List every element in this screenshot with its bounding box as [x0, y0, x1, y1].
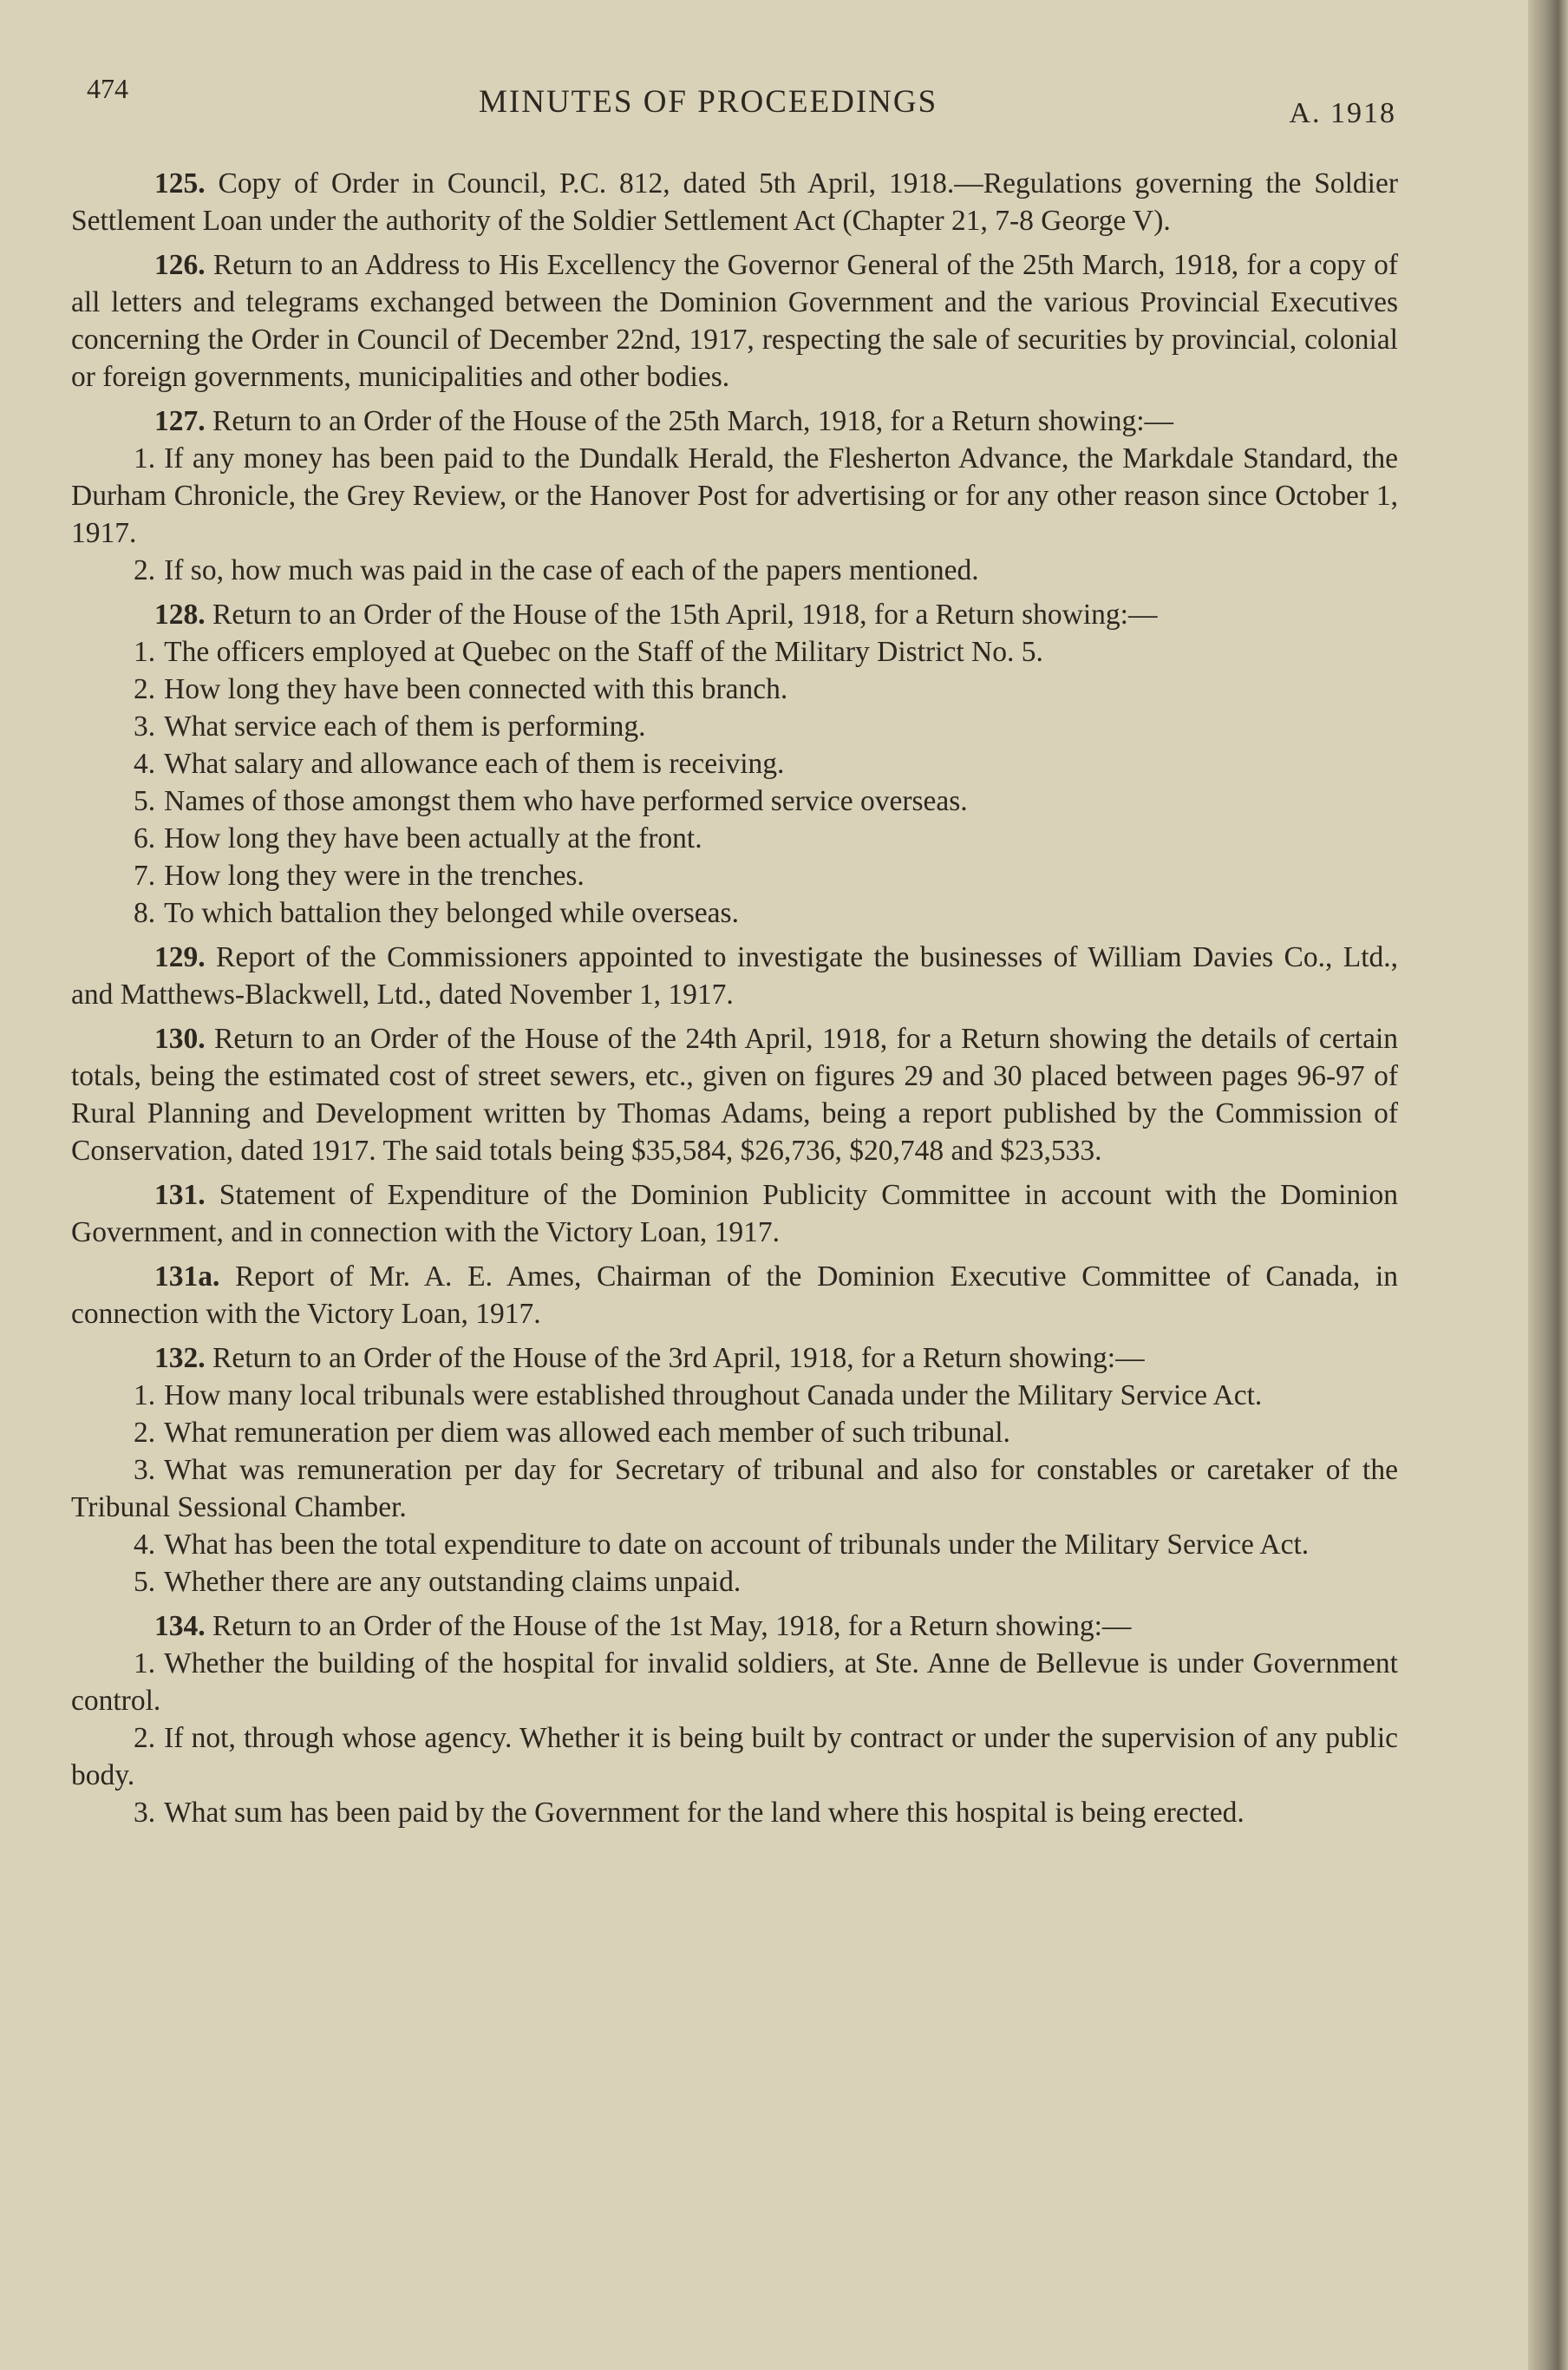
subitem-text: The officers employed at Quebec on the Staff of the Military District No. 5. [164, 636, 1043, 668]
subitem-text: What salary and allowance each of them is receiving. [164, 748, 785, 780]
entry-paragraph [71, 1258, 1398, 1332]
entry-paragraph [71, 1607, 1398, 1645]
subitem [71, 1794, 1398, 1831]
entry-text: Statement of Expenditure of the Dominion Publicity Committee in account with the Dominion Government, and in connection with the Victory Loan, 1917. [71, 1179, 1399, 1248]
entry-number: 134. [154, 1610, 206, 1642]
subitem-text: If so, how much was paid in the case of each of the papers mentioned. [164, 554, 979, 586]
subitem-number: 2. [134, 1722, 156, 1754]
entry-number: 128. [154, 599, 206, 631]
entry-subitems [71, 1377, 1398, 1601]
document-entry [71, 1607, 1398, 1831]
subitem-number: 3. [134, 1454, 156, 1486]
entry-paragraph [71, 165, 1398, 239]
subitem [71, 782, 1398, 820]
document-entry [71, 596, 1398, 932]
subitem-text: Names of those amongst them who have performed service overseas. [164, 785, 968, 817]
subitem-number: 4. [134, 1529, 156, 1561]
subitem [71, 708, 1398, 745]
subitem [71, 894, 1398, 932]
subitem-number: 2. [134, 1417, 156, 1449]
book-spine-edge [1528, 0, 1568, 2370]
entry-paragraph [71, 1339, 1398, 1377]
subitem-number: 1. [134, 636, 156, 668]
entry-text: Report of the Commissioners appointed to investigate the businesses of William Davies Co., Ltd., and Matthews-Blackwell, Ltd., dated November 1, 1917. [71, 941, 1398, 1011]
subitem [71, 820, 1398, 857]
subitem-text: What service each of them is performing. [164, 710, 646, 743]
subitem-number: 2. [134, 554, 156, 586]
entry-text: Return to an Order of the House of the 24th April, 1918, for a Return showing the details of certain totals, being the estimated cost of street sewers, etc., given on figures 29 and 30 placed between pages 96-97 of Rural Planning and Development written by Thomas Adams, being a report published by the Commission of Conservation, dated 1917. The said totals being $35,584, $26,736, $20,748 and $23,533. [71, 1023, 1399, 1167]
subitem [71, 857, 1398, 894]
document-entry [71, 1020, 1398, 1169]
subitem-number: 1. [134, 1379, 156, 1411]
subitem [71, 671, 1398, 708]
subitem-text: If any money has been paid to the Dundalk Herald, the Flesherton Advance, the Markdale Standard, the Durham Chronicle, the Grey Review, or the Hanover Post for advertising or for any other reason since October 1, 1917. [71, 442, 1398, 549]
subitem-number: 5. [134, 1566, 156, 1598]
entry-number: 126. [154, 249, 206, 281]
subitem-text: If not, through whose agency. Whether it is being built by contract or under the supervision of any public body. [71, 1722, 1398, 1791]
entry-paragraph [71, 1176, 1398, 1251]
page-year: A. 1918 [1289, 97, 1396, 129]
subitem-text: Whether the building of the hospital for invalid soldiers, at Ste. Anne de Bellevue is under Government control. [71, 1647, 1398, 1717]
subitem-text: How long they were in the trenches. [164, 860, 585, 892]
subitem-number: 8. [134, 897, 156, 929]
entry-text: Report of Mr. A. E. Ames, Chairman of the Dominion Executive Committee of Canada, in connection with the Victory Loan, 1917. [71, 1260, 1399, 1330]
subitem [71, 1719, 1398, 1794]
subitem [71, 1645, 1398, 1719]
document-entry [71, 1339, 1398, 1601]
entry-text: Copy of Order in Council, P.C. 812, dated 5th April, 1918.—Regulations governing the Soldier Settlement Loan under the authority of the Soldier Settlement Act (Chapter 21, 7-8 George V). [71, 167, 1399, 237]
entry-paragraph [71, 246, 1398, 396]
subitem-number: 4. [134, 748, 156, 780]
subitem [71, 1414, 1398, 1451]
subitem-number: 1. [134, 1647, 156, 1679]
subitem-text: What has been the total expenditure to date on account of tribunals under the Military Service Act. [164, 1529, 1310, 1561]
subitem [71, 1526, 1398, 1563]
entry-number: 132. [154, 1342, 206, 1374]
entry-paragraph [71, 939, 1398, 1013]
page-title: MINUTES OF PROCEEDINGS [479, 84, 938, 120]
document-body [71, 165, 1398, 1838]
document-entry [71, 403, 1398, 589]
entry-text: Return to an Order of the House of the 15th April, 1918, for a Return showing:— [212, 599, 1158, 631]
subitem-text: What remuneration per diem was allowed each member of such tribunal. [164, 1417, 1010, 1449]
entry-number: 131a. [154, 1260, 220, 1293]
entry-number: 125. [154, 167, 206, 200]
subitem-text: How many local tribunals were established throughout Canada under the Military Service Act. [164, 1379, 1263, 1411]
subitem-text: What sum has been paid by the Government for the land where this hospital is being erected. [164, 1797, 1245, 1829]
entry-text: Return to an Address to His Excellency the Governor General of the 25th March, 1918, for a copy of all letters and telegrams exchanged between the Dominion Government and the various Provincial Executives concerning the Order in Council of December 22nd, 1917, respecting the sale of securities by provincial, colonial or foreign governments, municipalities and other bodies. [71, 249, 1399, 393]
subitem [71, 1377, 1398, 1414]
entry-number: 131. [154, 1179, 206, 1211]
subitem-text: To which battalion they belonged while overseas. [164, 897, 739, 929]
subitem-text: What was remuneration per day for Secretary of tribunal and also for constables or caretaker of the Tribunal Sessional Chamber. [71, 1454, 1398, 1523]
subitem [71, 1451, 1398, 1526]
entry-text: Return to an Order of the House of the 1st May, 1918, for a Return showing:— [212, 1610, 1132, 1642]
entry-subitems [71, 633, 1398, 932]
subitem-number: 3. [134, 710, 156, 743]
subitem-text: How long they have been connected with this branch. [164, 673, 788, 705]
subitem [71, 633, 1398, 671]
document-entry [71, 246, 1398, 396]
entry-paragraph [71, 1020, 1398, 1169]
subitem-text: Whether there are any outstanding claims unpaid. [164, 1566, 742, 1598]
page-header [87, 73, 1405, 129]
subitem [71, 745, 1398, 782]
document-entry [71, 1258, 1398, 1332]
entry-text: Return to an Order of the House of the 3rd April, 1918, for a Return showing:— [212, 1342, 1145, 1374]
subitem-number: 1. [134, 442, 156, 475]
subitem-number: 3. [134, 1797, 156, 1829]
entry-number: 130. [154, 1023, 206, 1055]
entry-subitems [71, 1645, 1398, 1831]
entry-number: 129. [154, 941, 206, 973]
subitem-number: 5. [134, 785, 156, 817]
subitem [71, 1563, 1398, 1601]
subitem-number: 7. [134, 860, 156, 892]
entry-paragraph [71, 403, 1398, 440]
subitem-text: How long they have been actually at the front. [164, 822, 702, 854]
document-entry [71, 939, 1398, 1013]
subitem-number: 2. [134, 673, 156, 705]
entry-number: 127. [154, 405, 206, 437]
subitem [71, 552, 1398, 589]
document-entry [71, 1176, 1398, 1251]
subitem [71, 440, 1398, 552]
entry-text: Return to an Order of the House of the 25th March, 1918, for a Return showing:— [212, 405, 1174, 437]
page-number: 474 [87, 73, 128, 104]
document-entry [71, 165, 1398, 239]
subitem-number: 6. [134, 822, 156, 854]
entry-paragraph [71, 596, 1398, 633]
entry-subitems [71, 440, 1398, 589]
